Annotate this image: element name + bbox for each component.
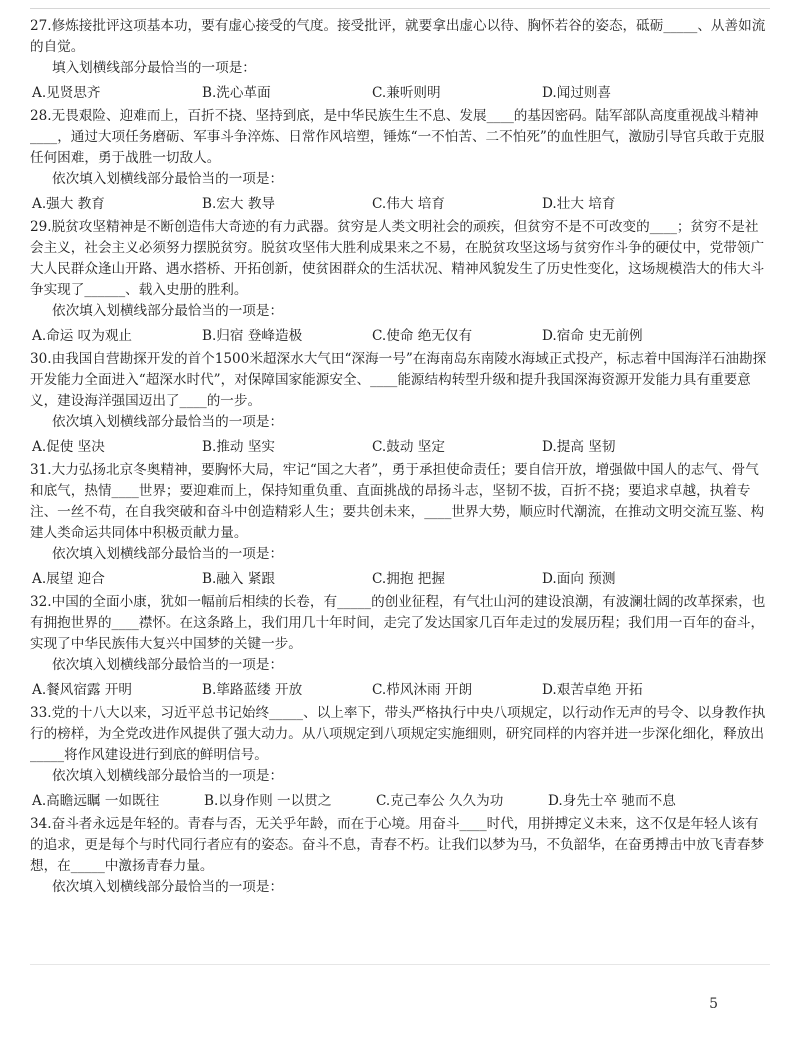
option-d: D.壮大 培育 bbox=[542, 196, 616, 212]
question-instruction: 依次填入划横线部分最恰当的一项是： bbox=[52, 414, 284, 430]
question-instruction: 填入划横线部分最恰当的一项是： bbox=[52, 60, 256, 76]
question-stem: 34.奋斗者永远是年轻的。青春与否，无关乎年龄，而在于心境。用奋斗____时代，用拼搏定义未来，这不仅是年轻人该有的追求，更是每个与时代同行者应有的姿态。奋斗不息，青春不朽。让我们以梦为马，不负韶华，在奋勇搏击中放飞青春梦想，在_____中激扬青春力量。 bbox=[30, 816, 765, 874]
option-a: A.命运 叹为观止 bbox=[32, 328, 133, 344]
option-c: C.拥抱 把握 bbox=[372, 571, 445, 587]
question-34 bbox=[30, 814, 770, 898]
option-a: A.餐风宿露 开明 bbox=[32, 682, 133, 698]
option-a: A.展望 迎合 bbox=[32, 571, 105, 587]
option-c: C.兼听则明 bbox=[372, 85, 441, 101]
option-a: A.强大 教育 bbox=[32, 196, 105, 212]
option-c: C.使命 绝无仅有 bbox=[372, 328, 473, 344]
option-c: C.伟大 培育 bbox=[372, 196, 445, 212]
option-d: D.艰苦卓绝 开拓 bbox=[542, 682, 643, 698]
option-b: B.以身作则 一以贯之 bbox=[204, 793, 332, 809]
question-instruction: 依次填入划横线部分最恰当的一项是： bbox=[52, 768, 284, 784]
option-row bbox=[30, 791, 770, 812]
question-28 bbox=[30, 106, 770, 215]
question-stem: 31.大力弘扬北京冬奥精神，要胸怀大局，牢记“国之大者”，勇于承担使命责任；要自信开放，增强做中国人的志气、骨气和底气，热情____世界；要迎难而上，保持知重负重、直面挑战的昂扬斗志，坚韧不拔，百折不挠；要追求卓越，执着专注、一丝不苟，在自我突破和奋斗中创造精彩人生；要共创未来，____世界大势，顺应时代潮流，在推动文明交流互鉴、构建人类命运共同体中积极贡献力量。 bbox=[30, 462, 765, 541]
page-number: 5 bbox=[709, 996, 718, 1012]
option-c: C.鼓动 坚定 bbox=[372, 439, 445, 455]
question-33 bbox=[30, 703, 770, 812]
option-b: B.洗心革面 bbox=[202, 85, 271, 101]
option-d: D.面向 预测 bbox=[542, 571, 616, 587]
option-d: D.提高 坚韧 bbox=[542, 439, 616, 455]
option-a: A.促使 坚决 bbox=[32, 439, 105, 455]
question-instruction: 依次填入划横线部分最恰当的一项是： bbox=[52, 657, 284, 673]
option-b: B.筚路蓝缕 开放 bbox=[202, 682, 303, 698]
question-32 bbox=[30, 592, 770, 701]
question-stem: 29.脱贫攻坚精神是不断创造伟大奇迹的有力武器。贫穷是人类文明社会的顽疾，但贫穷不是不可改变的____；贫穷不是社会主义，社会主义必须努力摆脱贫穷。脱贫攻坚伟大胜利成果来之不易，在脱贫攻坚这场与贫穷作斗争的硬仗中，党带领广大人民群众逢山开路、遇水搭桥、开拓创新，使贫困群众的生活状况、精神风貌发生了历史性变化，这场规模浩大的伟大斗争实现了______、载入史册的胜利。 bbox=[30, 219, 765, 298]
question-stem: 30.由我国自营勘探开发的首个1500米超深水大气田“深海一号”在海南岛东南陵水海域正式投产，标志着中国海洋石油勘探开发能力全面进入“超深水时代”，对保障国家能源安全、____能源结构转型升级和提升我国深海资源开发能力具有重要意义，建设海洋强国迈出了____的一步。 bbox=[30, 351, 767, 409]
exam-page bbox=[30, 16, 770, 900]
option-d: D.闻过则喜 bbox=[542, 85, 612, 101]
option-row bbox=[30, 194, 770, 215]
question-30 bbox=[30, 349, 770, 458]
option-b: B.宏大 教导 bbox=[202, 196, 276, 212]
question-31 bbox=[30, 460, 770, 590]
option-d: D.身先士卒 驰而不息 bbox=[548, 793, 676, 809]
question-stem: 28.无畏艰险、迎难而上，百折不挠、坚持到底，是中华民族生生不息、发展____的基因密码。陆军部队高度重视战斗精神____，通过大项任务磨砺、军事斗争淬炼、日常作风培塑，锤炼“一不怕苦、二不怕死”的血性胆气，激励引导官兵敢于克服任何困难，勇于战胜一切敌人。 bbox=[30, 108, 765, 166]
option-row bbox=[30, 437, 770, 458]
question-29 bbox=[30, 217, 770, 347]
option-b: B.归宿 登峰造极 bbox=[202, 328, 303, 344]
question-stem: 32.中国的全面小康，犹如一幅前后相续的长卷，有_____的创业征程，有气壮山河的建设浪潮，有波澜壮阔的改革探索，也有拥抱世界的____襟怀。在这条路上，我们用几十年时间，走完了发达国家几百年走过的发展历程；我们用一百年的奋斗，实现了中华民族伟大复兴中国梦的关键一步。 bbox=[30, 594, 766, 652]
answer-area-divider bbox=[30, 954, 770, 965]
question-stem: 33.党的十八大以来，习近平总书记始终_____、以上率下，带头严格执行中央八项规定，以行动作无声的号令、以身教作执行的榜样，为全党改进作风提供了强大动力。从八项规定到八项规定实施细则，研究同样的内容并进一步深化细化，释放出_____将作风建设进行到底的鲜明信号。 bbox=[30, 705, 766, 763]
question-instruction: 依次填入划横线部分最恰当的一项是： bbox=[52, 303, 284, 319]
question-instruction: 依次填入划横线部分最恰当的一项是： bbox=[52, 879, 284, 895]
question-27 bbox=[30, 16, 770, 104]
option-a: A.见贤思齐 bbox=[32, 85, 101, 101]
option-c: C.栉风沐雨 开朗 bbox=[372, 682, 473, 698]
option-row bbox=[30, 83, 770, 104]
option-a: A.高瞻远瞩 一如既往 bbox=[32, 793, 160, 809]
question-stem: 27.修炼接批评这项基本功，要有虚心接受的气度。接受批评，就要拿出虚心以待、胸怀若谷的姿态，砥砺_____、从善如流的自觉。 bbox=[30, 18, 766, 55]
option-c: C.克己奉公 久久为功 bbox=[376, 793, 504, 809]
option-d: D.宿命 史无前例 bbox=[542, 328, 643, 344]
question-instruction: 依次填入划横线部分最恰当的一项是： bbox=[52, 546, 284, 562]
option-row bbox=[30, 569, 770, 590]
option-b: B.推动 坚实 bbox=[202, 439, 276, 455]
option-row bbox=[30, 326, 770, 347]
option-row bbox=[30, 680, 770, 701]
question-instruction: 依次填入划横线部分最恰当的一项是： bbox=[52, 171, 284, 187]
top-rule bbox=[30, 0, 770, 9]
option-b: B.融入 紧跟 bbox=[202, 571, 276, 587]
